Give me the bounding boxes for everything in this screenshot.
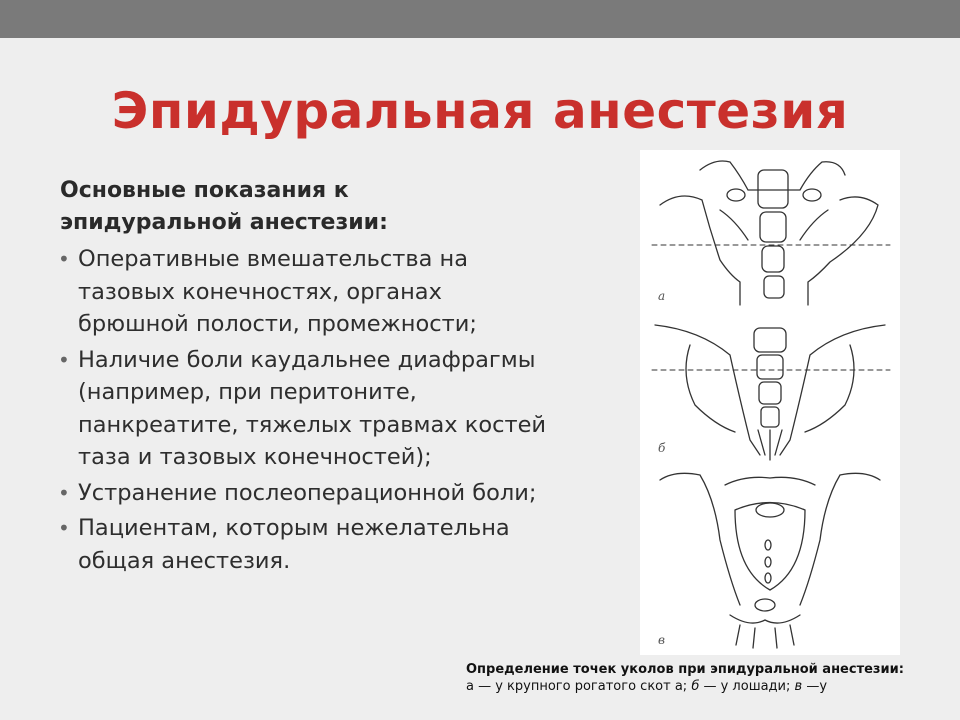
top-bar [0,0,960,38]
list-item: • Пациентам, которым нежелательна общая анестезия. [58,512,558,577]
bullet-icon: • [58,347,70,372]
caption-text: а — у крупного рогатого скот а; б — у лошади; в —у [466,679,828,694]
figure-label-b: б [658,441,666,455]
bullet-icon: • [58,516,70,540]
figure-caption [466,661,946,695]
indications-heading: Основные показания к эпидуральной анестезии: [60,178,388,235]
slide-title: Эпидуральная анестезия [111,82,849,140]
indications-list [58,243,558,577]
content-block [58,175,558,580]
bullet-icon: • [58,480,70,505]
list-item: • Оперативные вмешательства на тазовых конечностях, органах брюшной полости, промежности; [58,243,558,341]
caption-title: Определение точек уколов при эпидуральной анестезии: [466,662,904,677]
list-item: • Наличие боли каудальнее диафрагмы (например, при перитоните, панкреатите, тяжелых травмах костей таза и тазовых конечностей); [58,344,558,474]
bullet-icon: • [58,247,70,271]
figure-label-c: в [658,633,665,647]
pelvis-illustration [640,150,900,655]
list-item: • Устранение послеоперационной боли; [58,477,558,510]
figure-label-a: а [658,289,666,303]
